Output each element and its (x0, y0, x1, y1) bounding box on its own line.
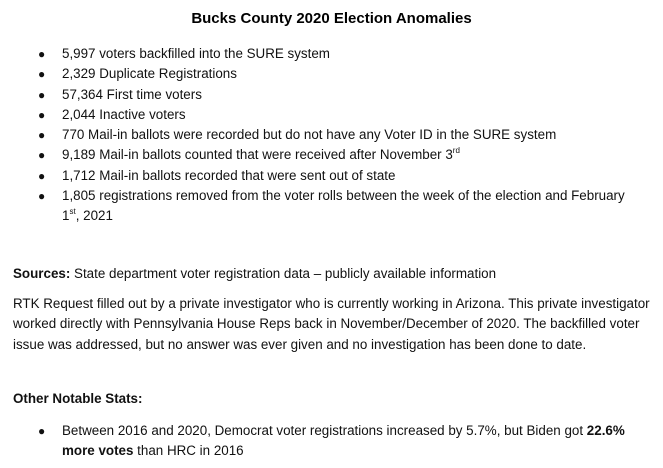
list-item (38, 85, 638, 105)
list-item-text: 2,329 Duplicate Registrations (62, 66, 237, 82)
list-item (38, 64, 638, 84)
bullet-icon: ● (38, 189, 46, 204)
bullet-icon: ● (38, 168, 46, 183)
list-item (38, 125, 638, 145)
section-heading: Other Notable Stats: (13, 391, 143, 406)
body-paragraph: RTK Request filled out by a private investigator who is currently working in Arizona. This private investigator worked directly with Pennsylvania House Reps back in November/December of 2020. The backfilled voter issue was addressed, but no answer was ever given and no investigation has been done to date. (13, 296, 650, 352)
list-item (38, 44, 638, 64)
stat-emphasis: 22.6% more votes (62, 423, 625, 459)
bullet-icon: ● (38, 67, 46, 82)
list-item-text: 5,997 voters backfilled into the SURE system (62, 46, 330, 61)
list-item (38, 145, 638, 165)
document-title: Bucks County 2020 Election Anomalies (191, 10, 472, 27)
ordinal-suffix: rd (452, 146, 460, 156)
list-item (38, 166, 638, 186)
list-item-text-suffix: , 2021 (75, 208, 113, 224)
sources-line (13, 264, 653, 284)
bullet-icon: ● (38, 148, 46, 163)
sources-text: State department voter registration data – publicly available information (70, 266, 497, 281)
stat-text-after: than HRC in 2016 (133, 443, 244, 459)
list-item-text: 1,805 registrations removed from the voter rolls between the week of the election and February 1 (62, 188, 625, 224)
list-item (38, 186, 638, 227)
list-item-text: 57,364 First time voters (62, 86, 202, 102)
ordinal-suffix: st (69, 206, 76, 216)
bullet-icon: ● (38, 424, 46, 438)
bullet-icon: ● (38, 47, 46, 61)
list-item (38, 105, 638, 125)
list-item-text: 2,044 Inactive voters (62, 106, 186, 122)
list-item-text: 770 Mail-in ballots were recorded but do not have any Voter ID in the SURE system (62, 127, 557, 143)
bullet-icon: ● (38, 128, 46, 143)
list-item-text: 1,712 Mail-in ballots recorded that were sent out of state (62, 167, 396, 183)
bullet-icon: ● (38, 87, 46, 102)
stat-text-before: Between 2016 and 2020, Democrat voter registrations increased by 5.7%, but Biden got (62, 423, 587, 438)
anomaly-list (38, 44, 638, 227)
list-item-text: 9,189 Mail-in ballots counted that were received after November 3 (62, 147, 453, 163)
notable-stats-list (38, 421, 648, 462)
bullet-icon: ● (38, 107, 46, 122)
list-item (38, 421, 648, 462)
sources-label: Sources: (13, 266, 71, 281)
